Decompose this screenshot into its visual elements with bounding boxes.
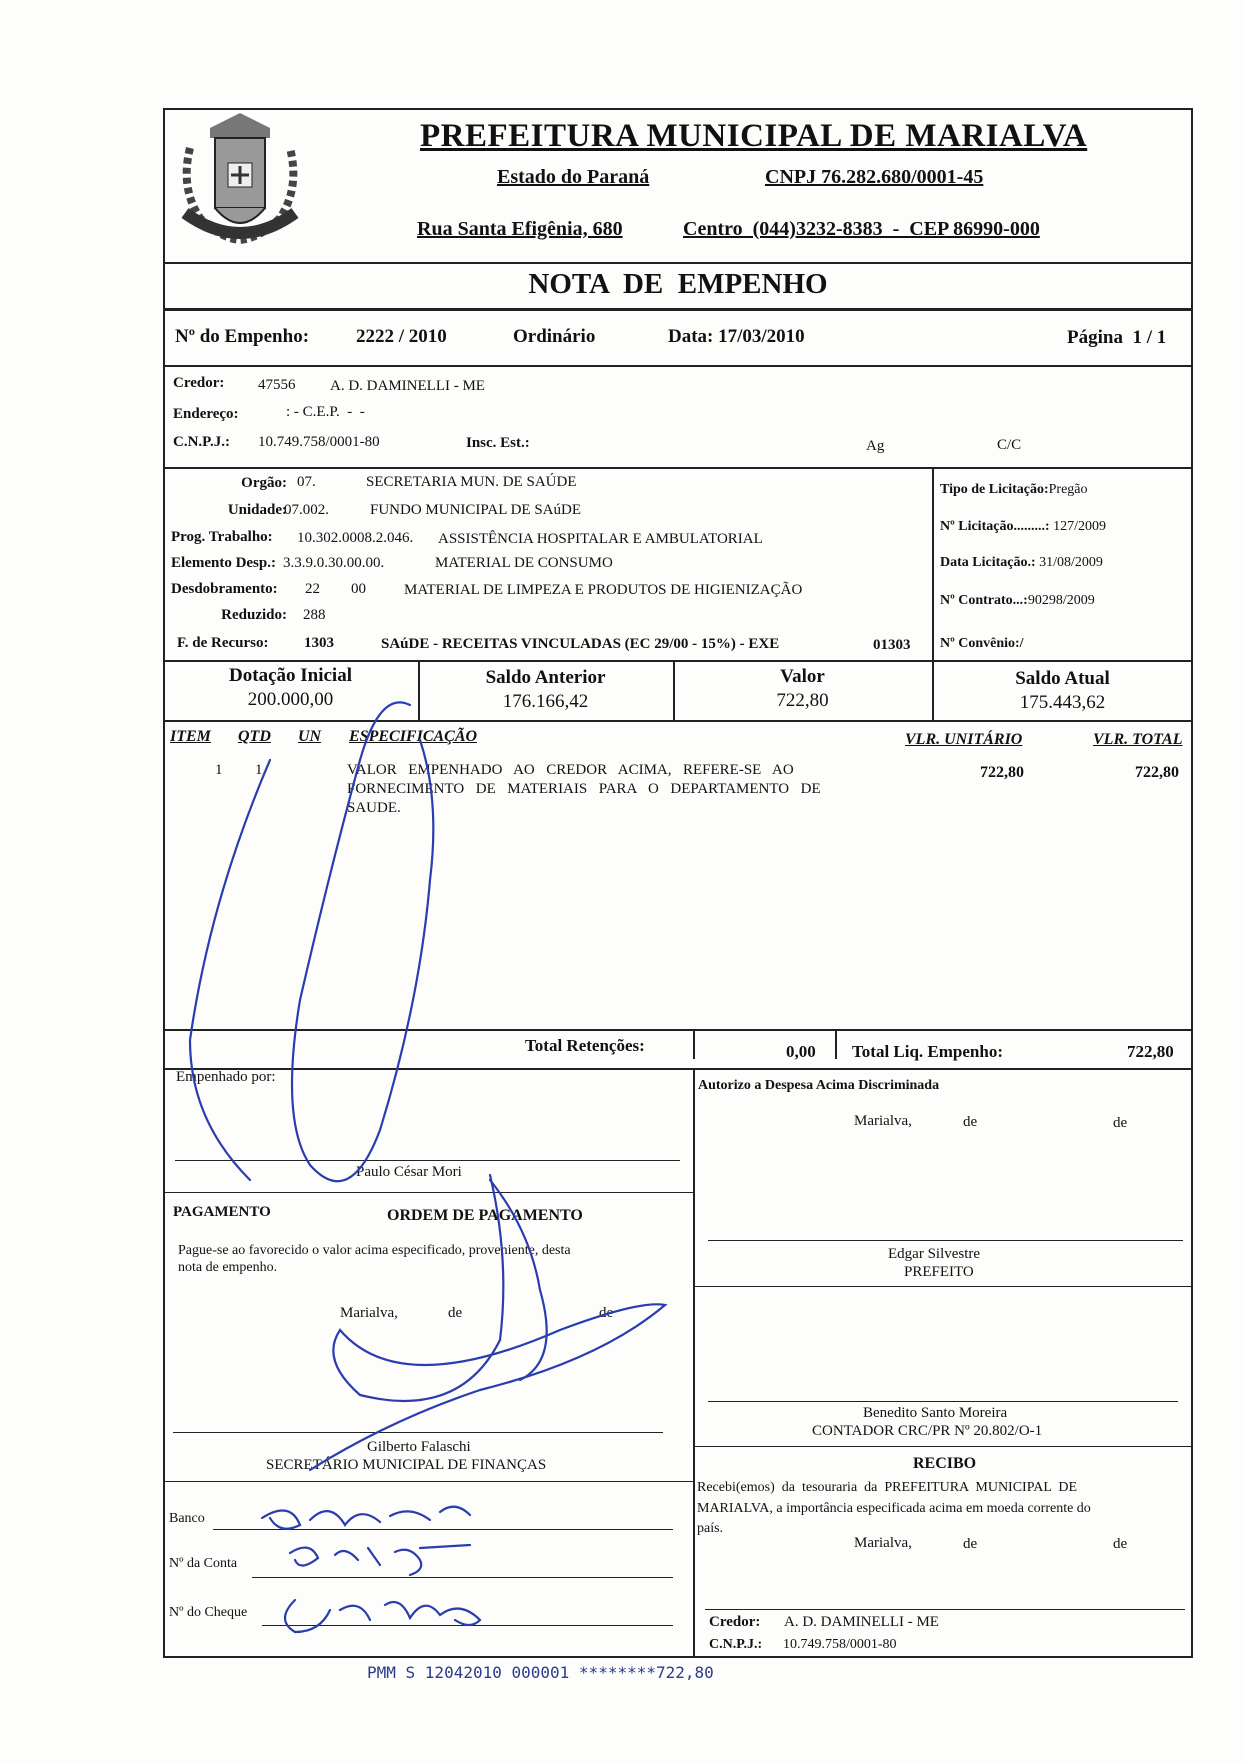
credor-code: 47556 (258, 377, 296, 393)
coat-of-arms-logo (170, 108, 310, 258)
col-total-header: VLR. TOTAL (1093, 731, 1183, 748)
credor-label: Credor: (173, 375, 225, 391)
orgao-label: Orgão: (241, 475, 287, 491)
right-date-de-2: de (1113, 1115, 1128, 1131)
state-label: Estado do Paraná (497, 166, 650, 188)
elemento-name: MATERIAL DE CONSUMO (435, 555, 613, 571)
ordem-pagamento-label: ORDEM DE PAGAMENTO (387, 1207, 583, 1224)
item-unit-value: 722,80 (980, 764, 1024, 781)
credor-name: A. D. DAMINELLI - ME (330, 378, 485, 394)
empenho-type: Ordinário (513, 326, 596, 347)
item-number: 1 (215, 762, 223, 778)
prog-trabalho-name: ASSISTÊNCIA HOSPITALAR E AMBULATORIAL (438, 531, 763, 547)
saldo-anterior-label: Saldo Anterior (485, 667, 606, 688)
col-unit-header: VLR. UNITÁRIO (905, 731, 1023, 748)
recibo-text-3: país. (697, 1521, 724, 1536)
financas-name: Gilberto Falaschi (367, 1439, 471, 1455)
cnpj-label: CNPJ 76.282.680/0001-45 (765, 166, 984, 188)
total-retencoes-value: 0,00 (786, 1042, 816, 1061)
desdobramento-label: Desdobramento: (171, 581, 278, 597)
unidade-name: FUNDO MUNICIPAL DE SAúDE (370, 502, 581, 518)
recurso-code: 1303 (304, 635, 334, 651)
valor-value: 722,80 (776, 690, 829, 711)
pagamento-label: PAGAMENTO (173, 1204, 271, 1220)
contrato-label: Nº Contrato...:90298/2009 (940, 593, 1095, 608)
prefeito-role: PREFEITO (904, 1264, 974, 1280)
recibo-title: RECIBO (913, 1455, 977, 1472)
convenio-label: Nº Convênio:/ (940, 636, 1024, 651)
total-liquido-label: Total Liq. Empenho: (852, 1042, 1003, 1061)
pague-se-text-1: Pague-se ao favorecido o valor acima especificado, proveniente, desta (178, 1243, 571, 1258)
autenticacao-stamp: PMM S 12042010 000001 ********722,80 (367, 1663, 714, 1682)
empenho-number-label: Nº do Empenho: (175, 326, 310, 347)
cc-label: C/C (997, 437, 1022, 453)
item-spec-line-3: SAUDE. (347, 800, 401, 816)
insc-est-label: Insc. Est.: (466, 435, 530, 451)
prefeito-name: Edgar Silvestre (888, 1246, 981, 1262)
saldo-atual-value: 175.443,62 (1019, 692, 1106, 713)
orgao-name: SECRETARIA MUN. DE SAÚDE (366, 474, 577, 490)
total-liquido-value: 722,80 (1127, 1042, 1174, 1061)
recibo-date-de-2: de (1113, 1536, 1128, 1552)
saldo-anterior-value: 176.166,42 (502, 691, 589, 712)
col-item-header: ITEM (170, 728, 211, 745)
item-spec-line-1: VALOR EMPENHADO AO CREDOR ACIMA, REFERE-SE AO (347, 762, 794, 778)
recibo-text-2: MARIALVA, a importância especificada acima em moeda corrente do (697, 1501, 1091, 1516)
empenho-date: Data: 17/03/2010 (668, 326, 805, 347)
recurso-label: F. de Recurso: (177, 635, 269, 651)
right-date-de-1: de (963, 1114, 978, 1130)
elemento-label: Elemento Desp.: (171, 555, 276, 571)
cnpj-credor-value: 10.749.758/0001-80 (258, 434, 380, 450)
endereco-value: : - C.E.P. - - (286, 404, 365, 420)
prog-trabalho-label: Prog. Trabalho: (171, 529, 273, 545)
address-label: Rua Santa Efigênia, 680 (417, 218, 623, 240)
saldo-atual-label: Saldo Atual (1015, 668, 1110, 689)
elemento-code: 3.3.9.0.30.00.00. (283, 555, 385, 571)
table-row (163, 756, 1193, 836)
prog-trabalho-code: 10.302.0008.2.046. (297, 530, 414, 546)
total-retencoes-label: Total Retenções: (525, 1036, 645, 1055)
item-quantity: 1 (255, 762, 263, 778)
recibo-credor-value: A. D. DAMINELLI - ME (784, 1614, 939, 1630)
recurso-code-2: 01303 (873, 637, 911, 653)
contador-name: Benedito Santo Moreira (863, 1405, 1008, 1421)
document-title: NOTA DE EMPENHO (528, 268, 828, 300)
pague-se-text-2: nota de empenho. (178, 1260, 278, 1275)
recibo-cnpj-label: C.N.P.J.: (709, 1637, 763, 1652)
contador-role: CONTADOR CRC/PR Nº 20.802/O-1 (812, 1423, 1043, 1439)
unidade-code: 07.002. (284, 502, 329, 518)
col-spec-header: ESPECIFICAÇÃO (349, 728, 478, 745)
recibo-credor-label: Credor: (709, 1614, 761, 1630)
item-total-value: 722,80 (1135, 764, 1179, 781)
orgao-code: 07. (297, 474, 316, 490)
desdobramento-subcode: 00 (351, 581, 366, 597)
financas-role: SECRETÁRIO MUNICIPAL DE FINANÇAS (266, 1457, 547, 1473)
ag-label: Ag (866, 438, 885, 454)
date-de-2: de (599, 1305, 614, 1321)
marialva-label: Marialva, (340, 1305, 398, 1321)
address-contact-label: Centro (044)3232-8383 - CEP 86990-000 (683, 218, 1040, 240)
empenhado-por-name: Paulo César Mori (356, 1164, 462, 1180)
date-de-1: de (448, 1305, 463, 1321)
reduzido-code: 288 (303, 607, 326, 623)
unidade-label: Unidade: (227, 502, 287, 518)
recibo-marialva: Marialva, (854, 1535, 912, 1551)
recibo-date-de-1: de (963, 1536, 978, 1552)
endereco-label: Endereço: (173, 406, 239, 422)
empenho-number: 2222 / 2010 (356, 326, 447, 347)
reduzido-label: Reduzido: (221, 607, 287, 623)
valor-label: Valor (780, 666, 825, 687)
item-spec-line-2: FORNECIMENTO DE MATERIAIS PARA O DEPARTAMENTO DE (347, 781, 821, 797)
empenhado-por-label: Empenhado por: (176, 1069, 276, 1085)
col-un-header: UN (298, 728, 322, 745)
conta-label: Nº da Conta (169, 1556, 238, 1571)
recibo-text-1: Recebi(emos) da tesouraria da PREFEITURA MUNICIPAL DE (697, 1480, 1078, 1495)
cheque-label: Nº do Cheque (169, 1605, 248, 1620)
dotacao-inicial-label: Dotação Inicial (229, 665, 352, 686)
num-licitacao-label: Nº Licitação.........: 127/2009 (940, 519, 1106, 534)
right-marialva-label: Marialva, (854, 1113, 912, 1129)
recibo-cnpj-value: 10.749.758/0001-80 (783, 1637, 897, 1652)
institution-title: PREFEITURA MUNICIPAL DE MARIALVA (420, 118, 1088, 154)
col-qtd-header: QTD (238, 728, 271, 745)
recurso-name: SAúDE - RECEITAS VINCULADAS (EC 29/00 - 15%) - EXE (381, 636, 780, 652)
data-licitacao-label: Data Licitação.: 31/08/2009 (940, 555, 1103, 570)
page-number: Página 1 / 1 (1067, 327, 1167, 348)
desdobramento-name: MATERIAL DE LIMPEZA E PRODUTOS DE HIGIENIZAÇÃO (404, 582, 803, 598)
banco-label: Banco (169, 1511, 205, 1526)
dotacao-inicial-value: 200.000,00 (247, 689, 334, 710)
autorizo-label: Autorizo a Despesa Acima Discriminada (698, 1078, 940, 1093)
desdobramento-code: 22 (305, 581, 320, 597)
cnpj-credor-label: C.N.P.J.: (173, 434, 230, 450)
tipo-licitacao-label: Tipo de Licitação:Pregão (940, 482, 1088, 497)
